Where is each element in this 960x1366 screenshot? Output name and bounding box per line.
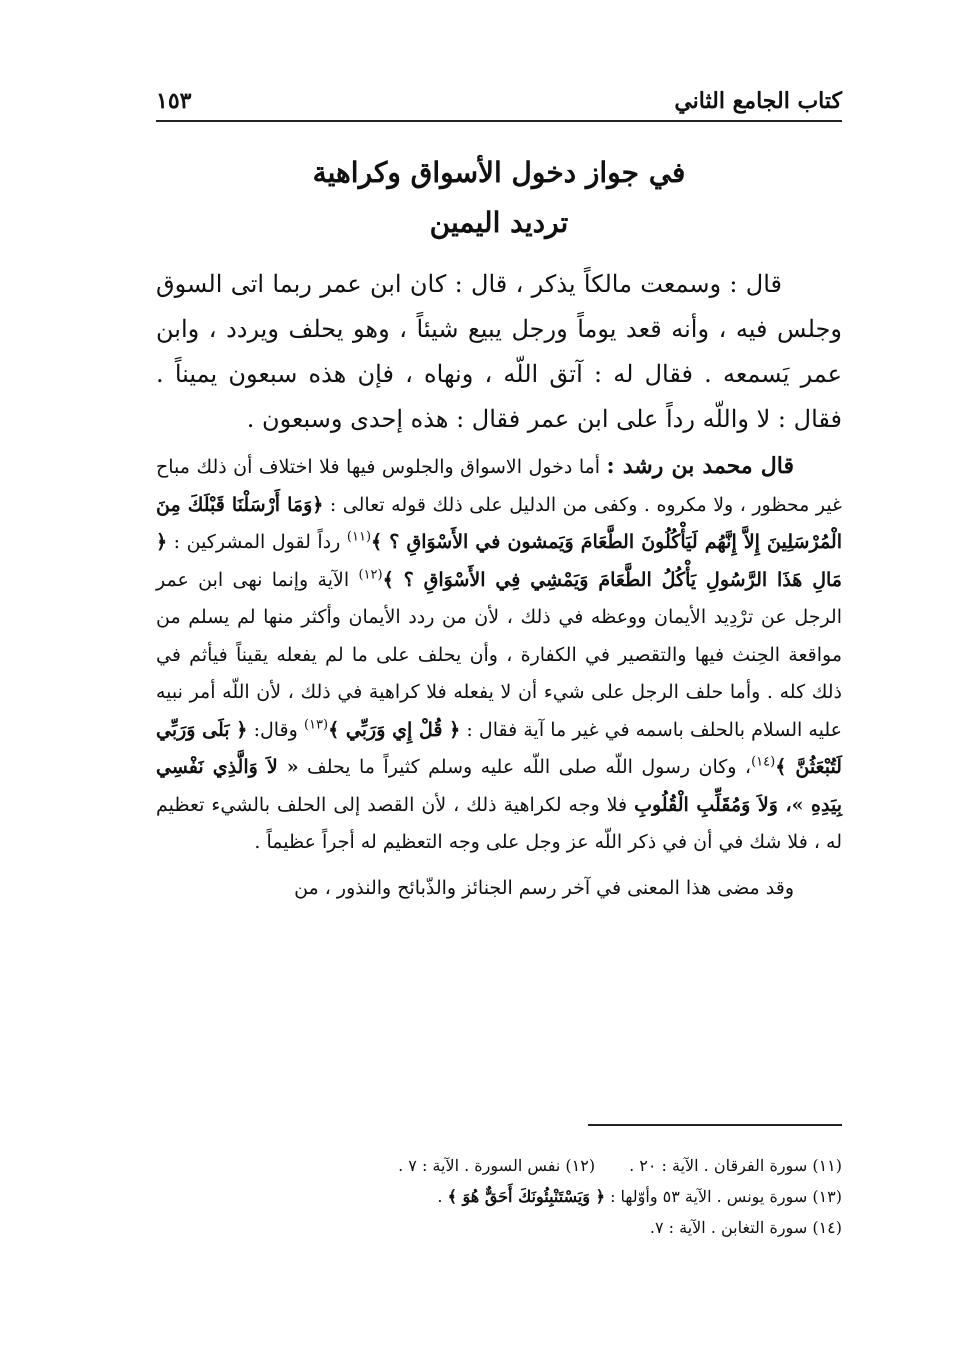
footnote-13-quote: ﴿ وَيَسْتَنْبِئُونَكَ أَحَقٌّ هُوَ ﴾ bbox=[447, 1187, 605, 1206]
commentary-text-5: ، وكان رسول اللّه صلى اللّه عليه وسلم كثيراً ما يحلف bbox=[298, 756, 752, 778]
commentary-text-6: فلا وجه لكراهية ذلك ، لأن القصد إلى الحلف بالشيء تعظيم له ، فلا شك في أن في ذكر اللّه عز وجل على وجه التعظيم له أجراً عظيماً . bbox=[156, 793, 842, 853]
paragraph-continuation: وقد مضى هذا المعنى في آخر رسم الجنائز والذّبائح والنذور ، من bbox=[294, 876, 794, 899]
quran-quote-1: ﴿وَمَا أَرْسَلْنَا قَبْلَكَ مِنَ الْمُرْسَلِينَ إِلاَّ إِنَّهُم لَيَأْكُلُونَ الطَّعَامَ وَيَمشون في الأَسْوَاقِ ؟ ﴾ bbox=[156, 493, 842, 553]
commentary-text-2: رداً لقول المشركين : bbox=[167, 531, 347, 553]
page-number: ١٥٣ bbox=[156, 88, 192, 114]
running-head bbox=[156, 86, 842, 116]
footnote-11: (١١) سورة الفرقان . الآية : ٢٠ . bbox=[629, 1156, 842, 1175]
chapter-title-line-2: ترديد اليمين bbox=[429, 206, 569, 239]
footnote-ref-14: (١٤) bbox=[751, 754, 776, 770]
header-rule bbox=[156, 120, 842, 122]
chapter-title-line-1: في جواز دخول الأسواق وكراهية bbox=[312, 156, 686, 189]
commentary-text-3: الآية وإنما نهى ابن عمر الرجل عن ترْدِيد الأيمان ووعظه في ذلك ، لأن من ردد الأيمان وأكثر منها لم يسلم من مواقعة الحِنث فيها والتقصير في الكفارة ، وأن يحلف على ما لم يفعله يقيناً فيأثم في ذلك كله . وأما حلف الرجل على شيء أن لا يفعله فلا كراهية في ذلك ، لأن اللّه أمر نبيه عليه السلام بالحلف باسمه في غير ما آية فقال : bbox=[156, 568, 842, 741]
footnote-row-1 bbox=[156, 1150, 842, 1181]
footnote-ref-11: (١١) bbox=[346, 529, 372, 545]
quran-quote-2: ﴿ مَالِ هَذَا الرَّسُولِ يَأْكُلُ الطَّعَامَ وَيَمْشِي فِي الأَسْوَاقِ ؟ ﴾ bbox=[156, 531, 842, 591]
footnotes bbox=[156, 1150, 842, 1243]
paragraph-commentary bbox=[156, 448, 842, 862]
footnote-12: (١٢) نفس السورة . الآية : ٧ . bbox=[398, 1156, 596, 1175]
footnote-ref-12: (١٢) bbox=[358, 567, 383, 583]
footnote-rule bbox=[588, 1124, 842, 1126]
footnote-13-text: (١٣) سورة يونس . الآية ٥٣ وأوّلها : bbox=[604, 1187, 842, 1206]
quran-quote-3: ﴿ قُلْ إِي وَرَبِّي ﴾ bbox=[328, 718, 461, 741]
book-title: كتاب الجامع الثاني bbox=[674, 88, 842, 114]
footnote-14: (١٤) سورة التغابن . الآية : ٧. bbox=[649, 1218, 842, 1237]
commentator-lead: قال محمد بن رشد : bbox=[606, 453, 794, 479]
footnote-ref-13: (١٣) bbox=[303, 717, 329, 733]
footnote-13 bbox=[156, 1181, 842, 1212]
paragraph-narration: قال : وسمعت مالكاً يذكر ، قال : كان ابن عمر ربما اتى السوق وجلس فيه ، وأنه قعد يوماً ورجل يبيع شيئاً ، وهو يحلف ويردد ، وابن عمر يَسمعه . فقال له : آتق اللّه ، ونهاه ، فإن هذه سبعون يميناً . فقال : لا واللّه رداً على ابن عمر فقال : هذه إحدى وسبعون . bbox=[156, 270, 843, 433]
hadith-quote: « لاَ وَالَّذِي نَفْسِي بِيَدِهِ »، وَلاَ وَمُقَلِّبِ الْقُلُوبِ bbox=[156, 756, 842, 816]
commentary-text-1: أما دخول الاسواق والجلوس فيها فلا اختلاف أن ذلك مباح غير محظور ، ولا مكروه . وكفى من الدليل على ذلك قوله تعالى : bbox=[156, 456, 842, 516]
commentary-text-4: وقال: bbox=[247, 718, 304, 741]
body-text bbox=[156, 262, 842, 907]
footnote-13-end: . bbox=[437, 1187, 448, 1206]
chapter-title bbox=[156, 148, 842, 248]
quran-quote-4: ﴿ بَلَى وَرَبِّي لَتُبْعَثُنَّ ﴾ bbox=[156, 718, 842, 778]
